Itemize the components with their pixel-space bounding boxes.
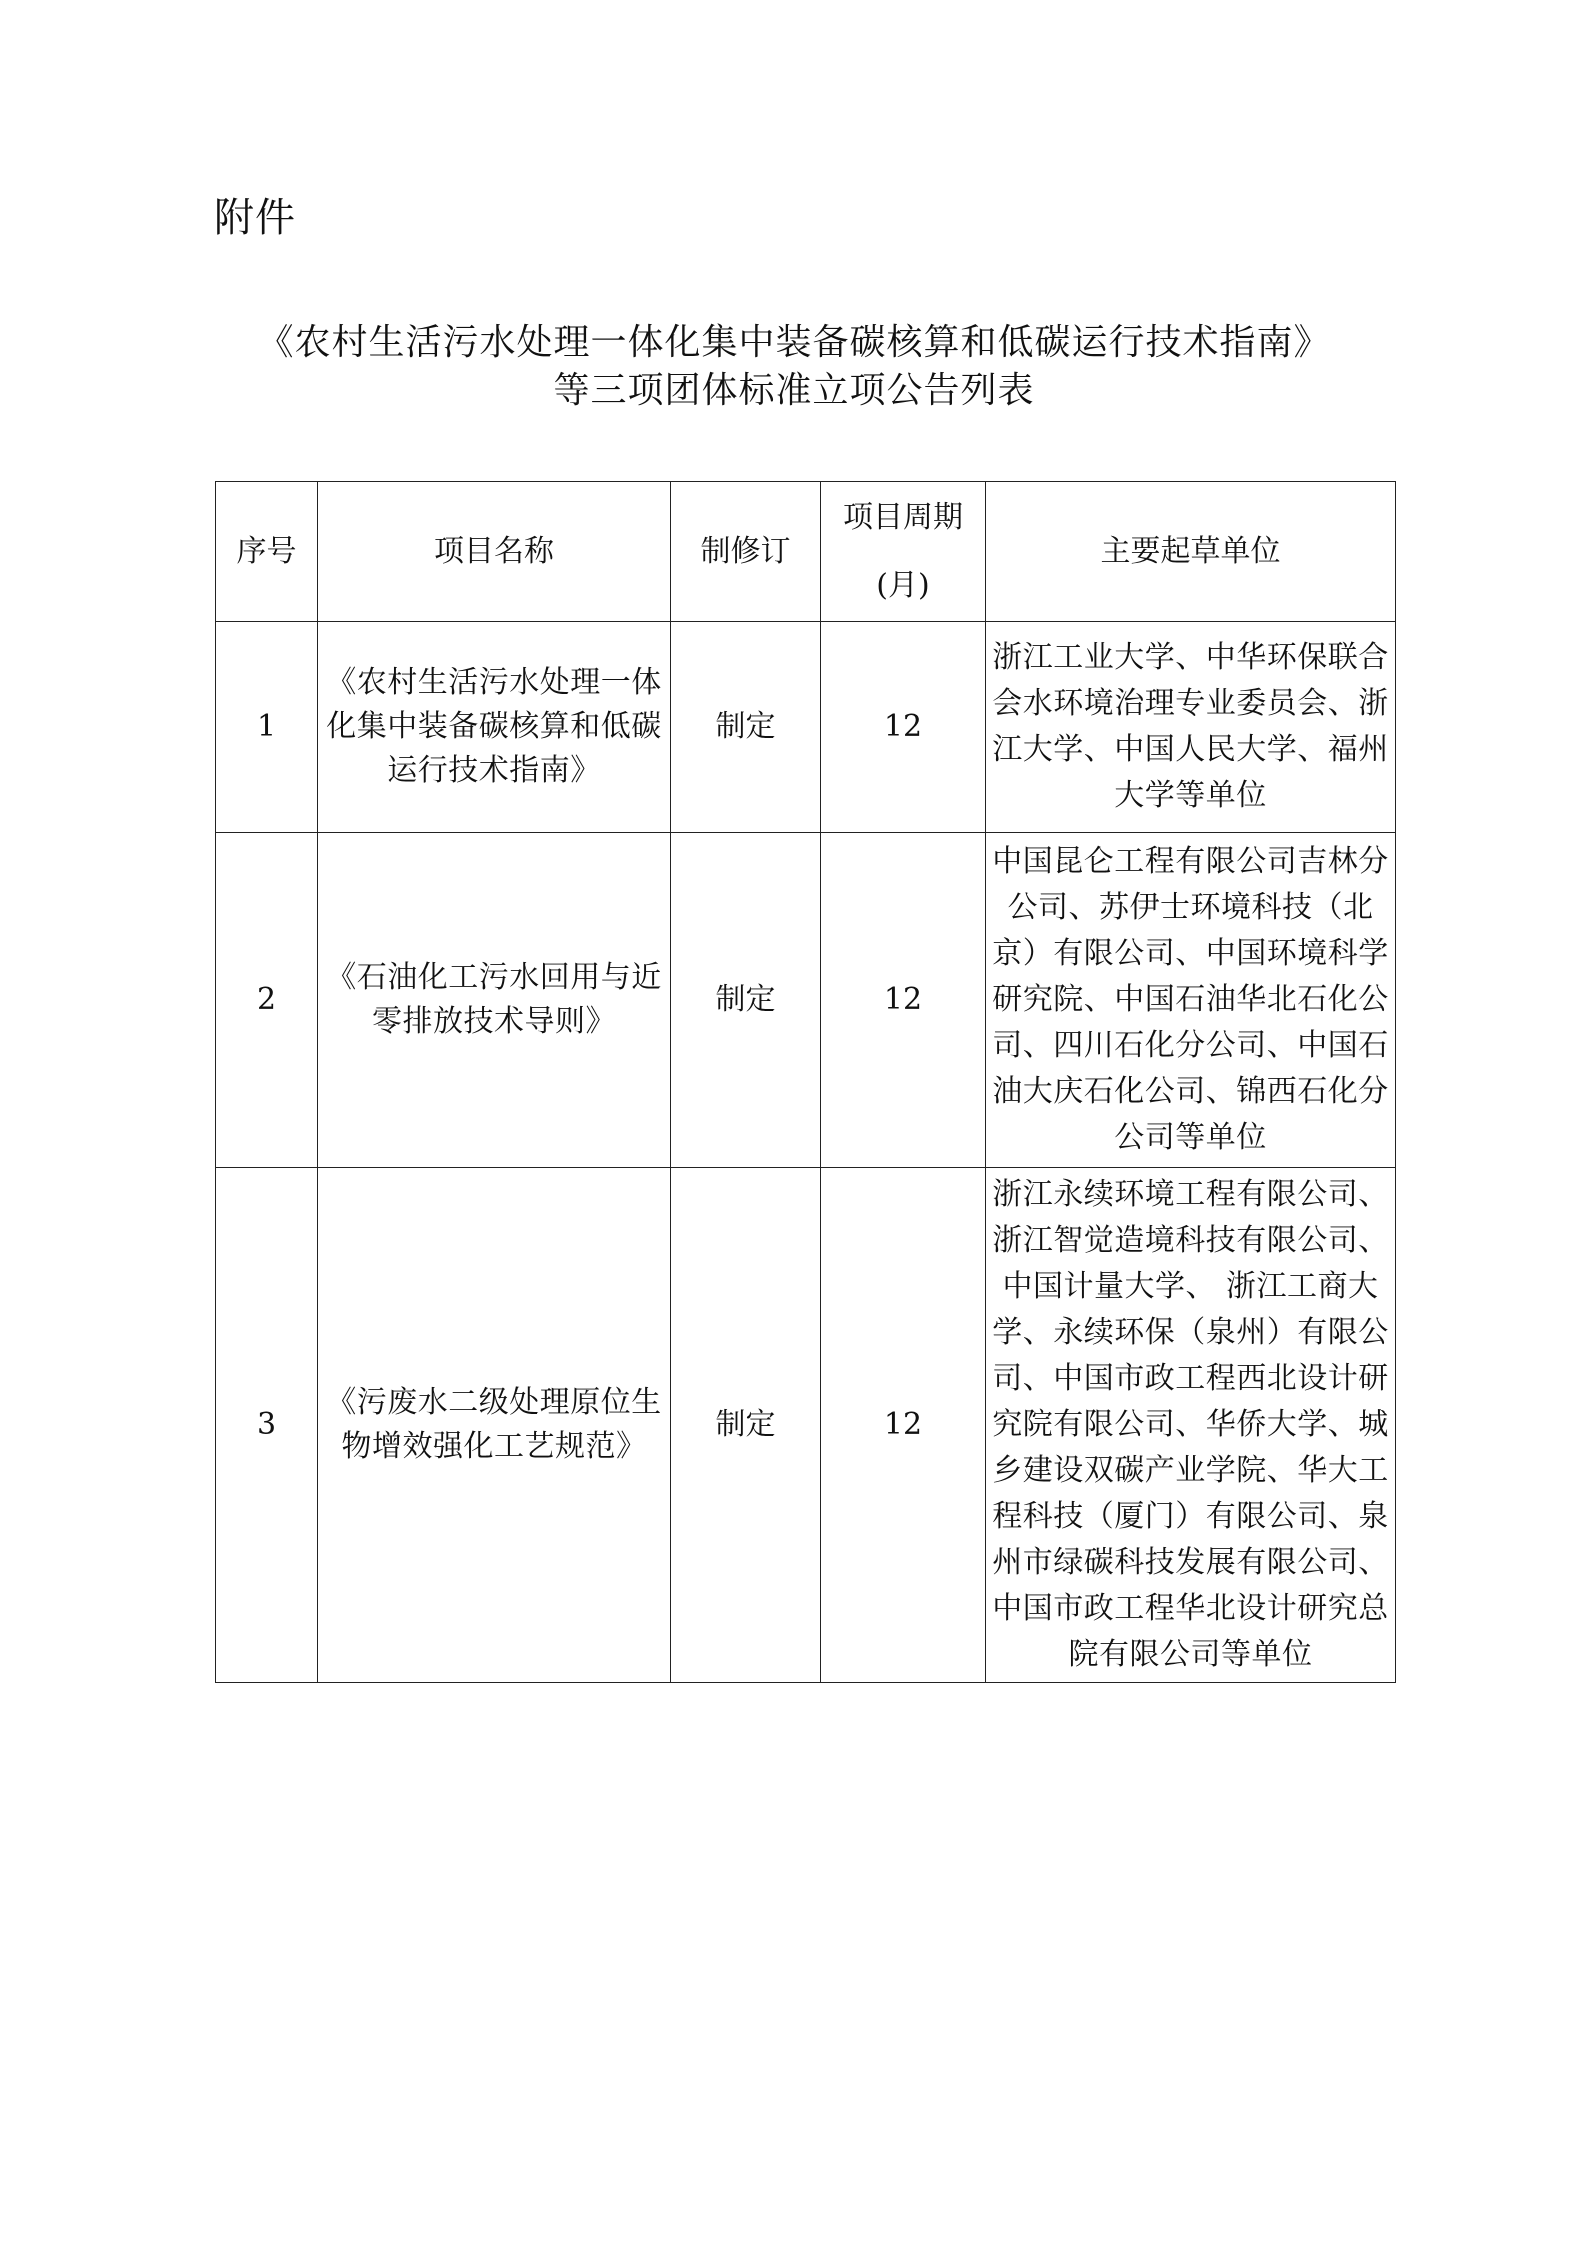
cell-project-name: 《石油化工污水回用与近零排放技术导则》 — [318, 833, 671, 1168]
cell-cycle: 12 — [821, 833, 986, 1168]
header-seq: 序号 — [216, 482, 318, 622]
cell-seq: 2 — [216, 833, 318, 1168]
document-title-line-1: 《农村生活污水处理一体化集中装备碳核算和低碳运行技术指南》 — [257, 322, 1331, 363]
cell-project-name: 《污废水二级处理原位生物增效强化工艺规范》 — [318, 1168, 671, 1683]
cell-drafting-org: 中国昆仑工程有限公司吉林分公司、苏伊士环境科技（北京）有限公司、中国环境科学研究院、中国石油华北石化公司、四川石化分公司、中国石油大庆石化公司、锦西石化分公司等单位 — [986, 833, 1396, 1168]
standards-list-table — [215, 481, 1396, 1683]
cell-type: 制定 — [671, 622, 821, 833]
cell-type: 制定 — [671, 1168, 821, 1683]
document-title-line-2: 等三项团体标准立项公告列表 — [553, 370, 1035, 411]
cell-cycle: 12 — [821, 622, 986, 833]
cell-cycle: 12 — [821, 1168, 986, 1683]
cell-seq: 1 — [216, 622, 318, 833]
header-org: 主要起草单位 — [986, 482, 1396, 622]
header-cycle-line-2: (月) — [876, 567, 930, 603]
table-row — [216, 833, 1396, 1168]
header-name: 项目名称 — [318, 482, 671, 622]
cell-type: 制定 — [671, 833, 821, 1168]
header-cycle — [821, 482, 986, 622]
cell-project-name: 《农村生活污水处理一体化集中装备碳核算和低碳运行技术指南》 — [318, 622, 671, 833]
attachment-label: 附件 — [214, 195, 296, 241]
cell-seq: 3 — [216, 1168, 318, 1683]
table-row — [216, 622, 1396, 833]
cell-drafting-org: 浙江工业大学、中华环保联合会水环境治理专业委员会、浙江大学、中国人民大学、福州大学等单位 — [986, 622, 1396, 833]
header-type: 制修订 — [671, 482, 821, 622]
header-cycle-line-1: 项目周期 — [843, 499, 963, 535]
cell-drafting-org: 浙江永续环境工程有限公司、浙江智觉造境科技有限公司、中国计量大学、 浙江工商大学、永续环保（泉州）有限公司、中国市政工程西北设计研究院有限公司、华侨大学、城乡建设双碳产业学院、华大工程科技（厦门）有限公司、泉州市绿碳科技发展有限公司、中国市政工程华北设计研究总院有限公司等单位 — [986, 1168, 1396, 1683]
table-row — [216, 1168, 1396, 1683]
table-header-row — [216, 482, 1396, 622]
